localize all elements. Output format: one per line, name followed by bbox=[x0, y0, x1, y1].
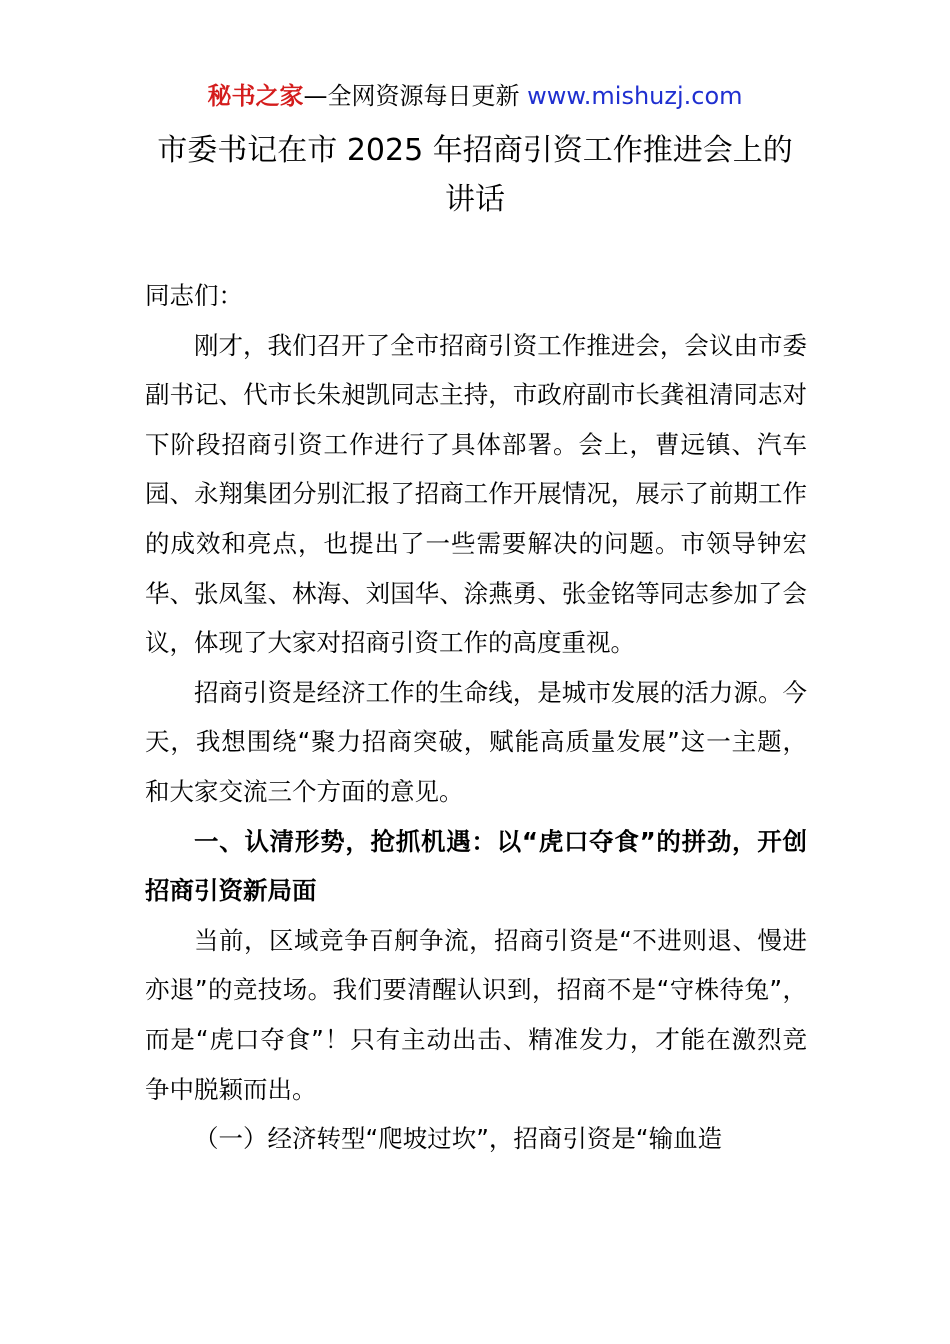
site-header bbox=[0, 80, 950, 112]
body-paragraph: 刚才，我们召开了全市招商引资工作推进会，会议由市委副书记、代市长朱昶凯同志主持，市政府副市长龚祖清同志对下阶段招商引资工作进行了具体部署。会上，曹远镇、汽车园、永翔集团分别汇报了招商工作开展情况，展示了前期工作的成效和亮点，也提出了一些需要解决的问题。市领导钟宏华、张凤玺、林海、刘国华、涂燕勇、张金铭等同志参加了会议，体现了大家对招商引资工作的高度重视。 bbox=[145, 330, 807, 658]
subsection-paragraph: （一）经济转型“爬坡过坎”，招商引资是“输血造 bbox=[194, 1124, 723, 1154]
site-url-link[interactable]: www.mishuzj.com bbox=[527, 82, 743, 110]
body-paragraph: 招商引资是经济工作的生命线，是城市发展的活力源。今天，我想围绕“聚力招商突破，赋能高质量发展”这一主题，和大家交流三个方面的意见。 bbox=[145, 677, 807, 806]
section-heading: 一、认清形势，抢抓机遇：以“虎口夺食”的拼劲，开创招商引资新局面 bbox=[145, 826, 807, 906]
document-title: 市委书记在市 2025 年招商引资工作推进会上的讲话 bbox=[157, 133, 793, 217]
document-body bbox=[145, 271, 807, 1164]
body-paragraph: 当前，区域竞争百舸争流，招商引资是“不进则退、慢进亦退”的竞技场。我们要清醒认识到，招商不是“守株待兔”，而是“虎口夺食”！只有主动出击、精准发力，才能在激烈竞争中脱颖而出。 bbox=[145, 925, 807, 1104]
brand-name: 秘书之家 bbox=[207, 82, 304, 110]
site-tagline: —全网资源每日更新 bbox=[303, 82, 528, 110]
salutation: 同志们： bbox=[145, 281, 243, 310]
